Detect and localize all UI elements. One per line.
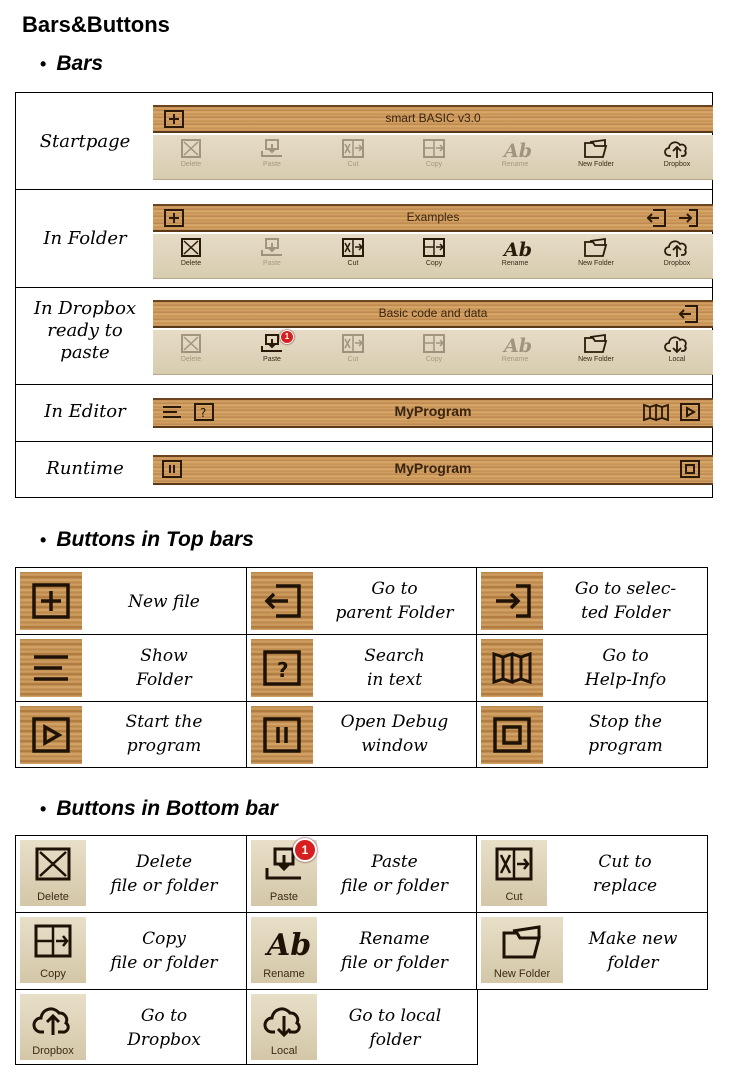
description bbox=[547, 644, 704, 692]
page-title: Bars&Buttons bbox=[22, 12, 170, 37]
bar-row-in-dropbox bbox=[16, 288, 712, 385]
stop-icon[interactable] bbox=[679, 460, 701, 478]
parent-folder-cell bbox=[247, 568, 477, 635]
bottom-toolbar bbox=[153, 330, 713, 375]
section-bars-heading: • Bars bbox=[40, 52, 104, 75]
new-folder-icon bbox=[582, 137, 610, 161]
bar-title: smart BASIC v3.0 bbox=[385, 111, 481, 125]
help-info-button[interactable] bbox=[481, 639, 543, 697]
bar-title: Examples bbox=[406, 210, 460, 224]
description-line: parent Folder bbox=[335, 603, 454, 623]
play-icon[interactable] bbox=[679, 403, 701, 421]
bar-title: MyProgram bbox=[394, 460, 472, 476]
paste-button[interactable] bbox=[251, 840, 317, 906]
toolbar-label: Copy bbox=[425, 260, 443, 267]
new-file-button[interactable] bbox=[20, 572, 82, 630]
section-bars-label: Bars bbox=[56, 52, 104, 75]
local-folder-icon bbox=[663, 332, 691, 356]
button-label: Dropbox bbox=[32, 1045, 74, 1057]
description bbox=[547, 577, 704, 625]
description-line: ted Folder bbox=[581, 603, 670, 623]
section-top-heading: • Buttons in Top bars bbox=[40, 528, 254, 551]
description-line: file or folder bbox=[110, 953, 218, 973]
svg-text:Ab: Ab bbox=[504, 335, 533, 357]
toolbar-label: New Folder bbox=[578, 161, 614, 168]
show-folder-button[interactable] bbox=[20, 639, 82, 697]
copy-button[interactable] bbox=[20, 917, 86, 983]
top-bar bbox=[153, 105, 713, 133]
description bbox=[86, 1004, 242, 1052]
description bbox=[317, 577, 472, 625]
description-line: Go to bbox=[140, 1006, 188, 1026]
local-folder-icon bbox=[263, 1000, 305, 1038]
rename-button[interactable] bbox=[485, 236, 545, 276]
svg-text:Ab: Ab bbox=[267, 928, 312, 963]
selected-folder-cell bbox=[477, 568, 708, 635]
description-line: Folder bbox=[136, 670, 192, 690]
paste-button[interactable] bbox=[242, 236, 302, 276]
copy-icon bbox=[420, 332, 448, 356]
bars-table bbox=[15, 92, 713, 498]
description-line: Go to bbox=[371, 579, 418, 599]
parent-folder-icon[interactable] bbox=[677, 305, 699, 323]
description-line: Stop the bbox=[589, 712, 662, 732]
delete-icon bbox=[177, 137, 205, 161]
toolbar-label: Dropbox bbox=[663, 161, 691, 168]
toolbar-label: Paste bbox=[263, 356, 281, 363]
rename-cell bbox=[247, 913, 477, 989]
description-line: window bbox=[361, 736, 428, 756]
bar-title: MyProgram bbox=[394, 403, 472, 419]
toolbar-label: Paste bbox=[263, 161, 281, 168]
new-folder-icon bbox=[582, 332, 610, 356]
search-text-icon bbox=[262, 649, 302, 687]
description-line: Show bbox=[140, 646, 188, 666]
description-line: Start the bbox=[125, 712, 203, 732]
toolbar-label: Copy bbox=[425, 356, 443, 363]
button-label: Local bbox=[270, 1045, 298, 1057]
top-bar bbox=[153, 455, 713, 485]
row-label-line: In Dropbox bbox=[33, 298, 137, 319]
svg-text:?: ? bbox=[277, 658, 289, 682]
delete-button[interactable] bbox=[161, 236, 221, 276]
rename-button[interactable] bbox=[251, 917, 317, 983]
delete-icon bbox=[177, 332, 205, 356]
new-file-icon bbox=[31, 582, 71, 620]
pause-icon bbox=[262, 716, 302, 754]
description bbox=[317, 644, 472, 692]
new-folder-cell bbox=[477, 913, 707, 989]
description-line: Delete bbox=[135, 852, 193, 872]
copy-button[interactable] bbox=[404, 137, 464, 177]
dropbox-cell bbox=[16, 990, 247, 1064]
description-line: in text bbox=[366, 670, 423, 690]
top-bar bbox=[153, 398, 713, 428]
row-label bbox=[16, 298, 154, 364]
new-file-cell bbox=[16, 568, 247, 635]
delete-button[interactable] bbox=[161, 332, 221, 372]
bar-row-in-folder bbox=[16, 190, 712, 288]
button-label: New Folder bbox=[493, 968, 551, 980]
start-program-button[interactable] bbox=[20, 706, 82, 764]
paste-count-badge: 1 bbox=[280, 330, 294, 344]
toolbar-label: New Folder bbox=[578, 356, 614, 363]
help-info-cell bbox=[477, 635, 708, 702]
paste-icon bbox=[258, 236, 286, 260]
description-line: Open Debug bbox=[340, 712, 449, 732]
cut-cell bbox=[477, 836, 707, 912]
stop-program-button[interactable] bbox=[481, 706, 543, 764]
rename-button[interactable] bbox=[485, 137, 545, 177]
cut-button[interactable] bbox=[323, 236, 383, 276]
description bbox=[86, 644, 242, 692]
svg-text:Ab: Ab bbox=[504, 239, 533, 261]
description bbox=[317, 1004, 473, 1052]
new-folder-button[interactable] bbox=[566, 236, 626, 276]
copy-button[interactable] bbox=[404, 332, 464, 372]
delete-icon bbox=[32, 846, 74, 884]
selected-folder-button[interactable] bbox=[481, 572, 543, 630]
delete-button[interactable] bbox=[20, 840, 86, 906]
parent-folder-icon bbox=[262, 582, 302, 620]
description-line: Rename bbox=[359, 929, 430, 949]
description-line: program bbox=[588, 736, 663, 756]
copy-icon bbox=[420, 236, 448, 260]
description-line: program bbox=[126, 736, 202, 756]
description bbox=[317, 927, 472, 975]
description-line: file or folder bbox=[340, 953, 449, 973]
cut-icon bbox=[339, 137, 367, 161]
description-line: Copy bbox=[142, 929, 186, 949]
top-bar bbox=[153, 300, 713, 328]
button-label: Rename bbox=[263, 968, 305, 980]
button-label: Cut bbox=[505, 891, 523, 903]
debug-window-cell bbox=[247, 702, 477, 768]
book-icon[interactable] bbox=[643, 403, 669, 421]
menu-icon bbox=[31, 649, 71, 687]
description bbox=[317, 710, 472, 758]
dropbox-button[interactable] bbox=[647, 236, 707, 276]
description bbox=[86, 710, 242, 758]
dropbox-icon bbox=[663, 236, 691, 260]
show-folder-cell bbox=[16, 635, 247, 702]
parent-folder-icon[interactable] bbox=[645, 209, 667, 227]
description-line: Go to selec- bbox=[574, 579, 677, 599]
toolbar-label: Delete bbox=[180, 356, 202, 363]
local-folder-cell bbox=[247, 990, 477, 1064]
copy-button[interactable] bbox=[404, 236, 464, 276]
parent-folder-button[interactable] bbox=[251, 572, 313, 630]
delete-cell bbox=[16, 836, 247, 912]
description bbox=[317, 850, 472, 898]
new-folder-button[interactable] bbox=[566, 332, 626, 372]
rename-button[interactable] bbox=[485, 332, 545, 372]
paste-button[interactable] bbox=[242, 137, 302, 177]
new-folder-button[interactable] bbox=[566, 137, 626, 177]
description-line: Go to local bbox=[348, 1006, 442, 1026]
section-bottom-heading: • Buttons in Bottom bar bbox=[40, 797, 278, 820]
button-label: Copy bbox=[40, 968, 66, 980]
search-text-button[interactable] bbox=[251, 639, 313, 697]
description-line: folder bbox=[607, 953, 659, 973]
description bbox=[547, 710, 704, 758]
row-label: In Editor bbox=[44, 401, 126, 422]
bar-row-in-editor bbox=[16, 385, 712, 442]
top-bar bbox=[153, 204, 713, 232]
toolbar-label: New Folder bbox=[578, 260, 614, 267]
cut-button[interactable] bbox=[481, 840, 547, 906]
bottom-buttons-row-1 bbox=[15, 835, 708, 913]
dropbox-button[interactable] bbox=[20, 994, 86, 1060]
toolbar-label: Local bbox=[668, 356, 686, 363]
cut-button[interactable] bbox=[323, 332, 383, 372]
copy-cell bbox=[16, 913, 247, 989]
description bbox=[86, 850, 242, 898]
rename-icon bbox=[501, 137, 533, 162]
bottom-buttons-row-3 bbox=[15, 989, 478, 1065]
toolbar-label: Rename bbox=[501, 260, 529, 267]
dropbox-icon bbox=[663, 137, 691, 161]
toolbar-label: Rename bbox=[501, 356, 529, 363]
row-label-line: ready to bbox=[47, 320, 123, 341]
button-label: Delete bbox=[37, 891, 69, 903]
description: New file bbox=[128, 592, 200, 612]
stop-icon bbox=[492, 716, 532, 754]
new-folder-button[interactable] bbox=[481, 917, 563, 983]
description-line: Cut to bbox=[598, 852, 652, 872]
description-line: Help-Info bbox=[584, 670, 667, 690]
stop-program-cell bbox=[477, 702, 708, 768]
dropbox-button[interactable] bbox=[647, 137, 707, 177]
description bbox=[547, 850, 703, 898]
description-line: file or folder bbox=[340, 876, 449, 896]
toolbar-label: Paste bbox=[263, 260, 281, 267]
bar-row-startpage bbox=[16, 93, 712, 190]
bottom-buttons-row-2 bbox=[15, 912, 708, 990]
cut-icon bbox=[339, 332, 367, 356]
copy-icon bbox=[32, 923, 74, 961]
paste-count-badge: 1 bbox=[293, 838, 317, 862]
new-folder-icon bbox=[582, 236, 610, 260]
start-program-cell bbox=[16, 702, 247, 768]
book-icon bbox=[492, 649, 532, 687]
button-label: Paste bbox=[269, 891, 299, 903]
new-folder-icon bbox=[501, 923, 543, 961]
toolbar-label: Cut bbox=[347, 356, 359, 363]
bottom-toolbar bbox=[153, 135, 713, 180]
paste-button[interactable] bbox=[242, 332, 302, 372]
rename-icon bbox=[263, 923, 312, 963]
bottom-toolbar bbox=[153, 234, 713, 279]
delete-icon bbox=[177, 236, 205, 260]
local-button[interactable] bbox=[647, 332, 707, 372]
description-line: file or folder bbox=[110, 876, 218, 896]
rename-icon bbox=[501, 332, 533, 357]
toolbar-label: Dropbox bbox=[663, 260, 691, 267]
section-bottom-label: Buttons in Bottom bar bbox=[56, 797, 278, 820]
description-line: Make new bbox=[588, 929, 678, 949]
description-line: replace bbox=[592, 876, 658, 896]
toolbar-label: Copy bbox=[425, 161, 443, 168]
description bbox=[86, 927, 242, 975]
toolbar-label: Delete bbox=[180, 161, 202, 168]
local-button[interactable] bbox=[251, 994, 317, 1060]
row-label: Runtime bbox=[46, 458, 124, 479]
selected-folder-icon bbox=[492, 582, 532, 620]
toolbar-label: Cut bbox=[347, 260, 359, 267]
paste-icon bbox=[258, 137, 286, 161]
cut-button[interactable] bbox=[323, 137, 383, 177]
description-line: Search bbox=[364, 646, 425, 666]
cut-icon bbox=[339, 236, 367, 260]
row-label: In Folder bbox=[43, 228, 127, 249]
section-top-label: Buttons in Top bars bbox=[56, 528, 254, 551]
cut-icon bbox=[493, 846, 535, 884]
svg-text:?: ? bbox=[200, 406, 207, 420]
rename-icon bbox=[501, 236, 533, 261]
dropbox-icon bbox=[32, 1000, 74, 1038]
bar-title: Basic code and data bbox=[378, 306, 488, 320]
svg-text:Ab: Ab bbox=[504, 140, 533, 162]
description-line: Dropbox bbox=[127, 1030, 201, 1050]
toolbar-label: Rename bbox=[501, 161, 529, 168]
copy-icon bbox=[420, 137, 448, 161]
bar-row-runtime bbox=[16, 442, 712, 498]
description-line: Paste bbox=[371, 852, 418, 872]
delete-button[interactable] bbox=[161, 137, 221, 177]
row-label-line: paste bbox=[60, 342, 110, 363]
paste-cell bbox=[247, 836, 477, 912]
description-line: Go to bbox=[602, 646, 649, 666]
description bbox=[563, 927, 703, 975]
selected-folder-icon[interactable] bbox=[677, 209, 699, 227]
debug-window-button[interactable] bbox=[251, 706, 313, 764]
row-label: Startpage bbox=[39, 131, 131, 152]
description-line: folder bbox=[369, 1030, 421, 1050]
search-text-cell bbox=[247, 635, 477, 702]
play-icon bbox=[31, 716, 71, 754]
top-buttons-table bbox=[15, 567, 708, 768]
toolbar-label: Delete bbox=[180, 260, 202, 267]
toolbar-label: Cut bbox=[347, 161, 359, 168]
